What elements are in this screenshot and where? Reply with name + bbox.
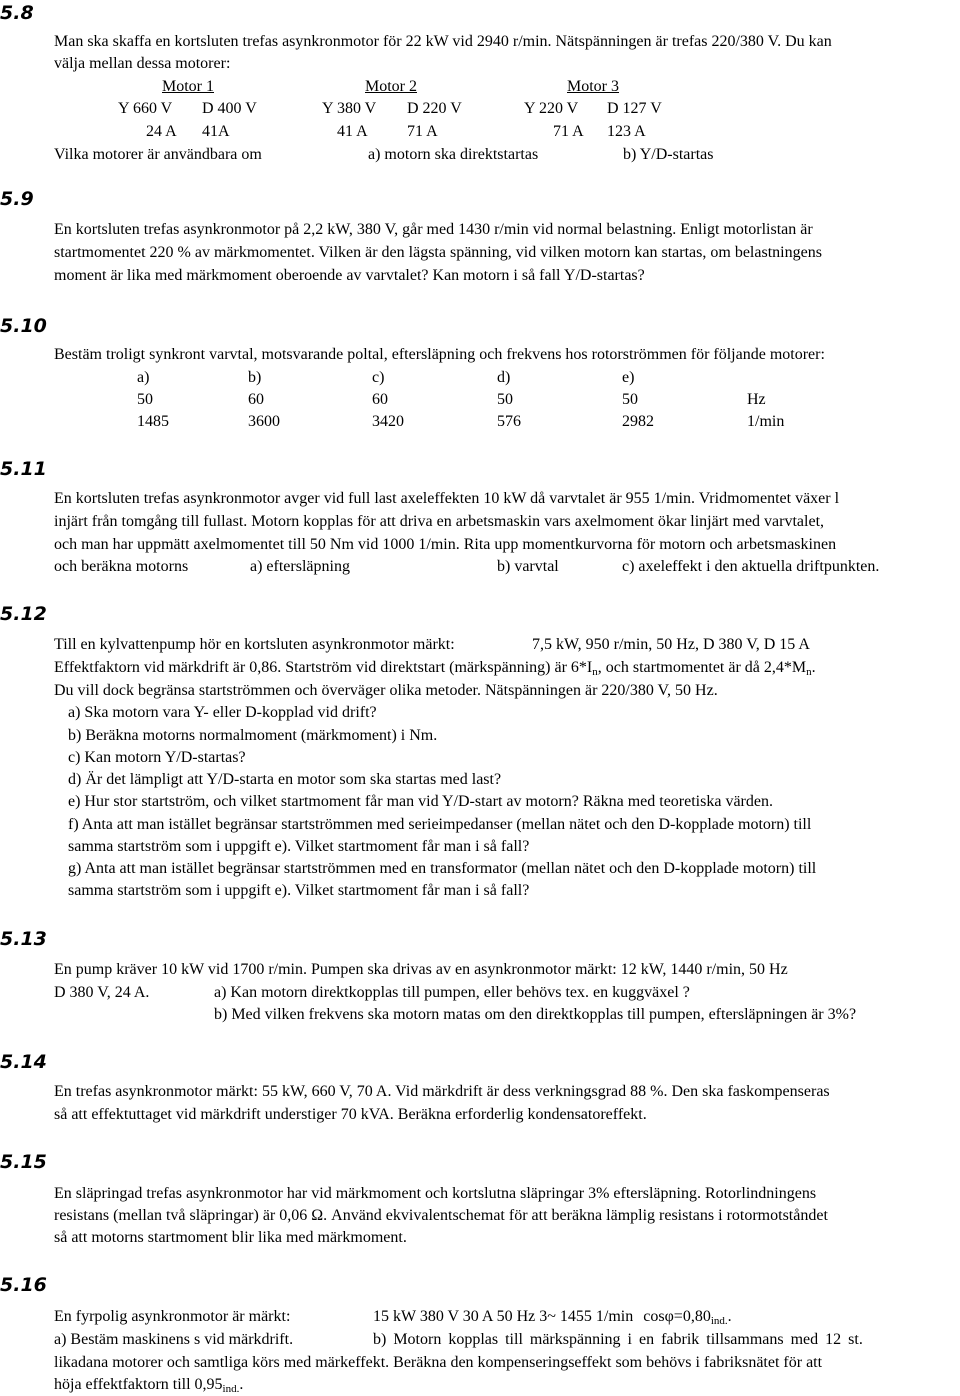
problem-5-15-line-2: resistans (mellan två släpringar) är 0,06 Ω. Använd ekvivalentschemat för att beräkna lämplig resistans i rotormotståndet: [54, 1207, 828, 1224]
problem-5-8-line-1: Man ska skaffa en kortsluten trefas asynkronmotor för 22 kW vid 2940 r/min. Nätspänningen är trefas 220/380 V. Du kan: [54, 33, 832, 50]
problem-5-16-line-2a: a) Bestäm maskinens s vid märkdrift.: [54, 1331, 294, 1348]
problem-5-8-question: Vilka motorer är användbara om: [54, 146, 262, 163]
problem-5-12-item-f2: samma startström som i uppgift e). Vilket startmoment får man i så fall?: [68, 838, 530, 855]
subscript-ind: ind.: [222, 1383, 240, 1395]
period: .: [239, 1376, 244, 1393]
problem-5-11-line-1: En kortsluten trefas asynkronmotor avger vid full last axeleffekten 10 kW då varvtalet är 955 1/min. Vridmomentet växer l: [54, 490, 840, 507]
motor-3-y-current: 71 A: [553, 123, 584, 140]
speed-b: 3600: [248, 413, 280, 430]
problem-number-5-14: 5.14: [0, 1051, 47, 1073]
problem-5-16-line-1a: En fyrpolig asynkronmotor är märkt:: [54, 1308, 291, 1325]
rating-plate-values: 15 kW 380 V 30 A 50 Hz 3~ 1455 1/min: [373, 1308, 634, 1325]
problem-5-11-line-4a: och beräkna motorns: [54, 558, 189, 575]
motor-1-y-current: 24 A: [146, 123, 177, 140]
problem-number-5-16: 5.16: [0, 1274, 47, 1296]
motor-2-y-voltage: Y 380 V: [322, 100, 377, 117]
motor-1-title: Motor 1: [162, 78, 214, 95]
problem-number-5-8: 5.8: [0, 2, 34, 24]
subscript-n: n: [592, 666, 598, 678]
problem-5-12-item-c: c) Kan motorn Y/D-startas?: [68, 749, 246, 766]
problem-5-8-option-b: b) Y/D-startas: [623, 146, 714, 163]
period: .: [727, 1308, 732, 1325]
problem-5-16-line-3: likadana motorer och samtliga körs med märkeffekt. Beräkna den kompenseringseffekt som behövs i fabriksnätet för att: [54, 1354, 823, 1371]
problem-5-9-line-1: En kortsluten trefas asynkronmotor på 2,2 kW, 380 V, går med 1430 r/min vid normal belastning. Enligt motorlistan är: [54, 221, 813, 238]
freq-a: 50: [137, 391, 153, 408]
problem-number-5-12: 5.12: [0, 603, 47, 625]
problem-5-9-line-3: moment är lika med märkmoment oberoende av varvtalet? Kan motorn i så fall Y/D-startas?: [54, 267, 645, 284]
motor-label-a: a): [137, 369, 150, 386]
freq-d: 50: [497, 391, 513, 408]
problem-5-13-line-3: b) Med vilken frekvens ska motorn matas om den direktkopplas till pumpen, eftersläpningen är 3%?: [214, 1006, 857, 1023]
problem-5-11-line-4c: b) varvtal: [497, 558, 559, 575]
problem-5-8-option-a: a) motorn ska direktstartas: [368, 146, 539, 163]
motor-3-d-voltage: D 127 V: [607, 100, 662, 117]
motor-3-d-current: 123 A: [607, 123, 646, 140]
problem-5-15-line-1: En släpringad trefas asynkronmotor har vid märkmoment och kortslutna släpringar 3% eftersläpning. Rotorlindningens: [54, 1185, 817, 1202]
motor-3-y-voltage: Y 220 V: [524, 100, 579, 117]
problem-5-13-line-1: En pump kräver 10 kW vid 1700 r/min. Pumpen ska drivas av en asynkronmotor märkt: 12 kW, 1440 r/min, 50 Hz: [54, 961, 788, 978]
problem-5-14-line-1: En trefas asynkronmotor märkt: 55 kW, 660 V, 70 A. Vid märkdrift är dess verkningsgrad 88 %. Den ska faskompenseras: [54, 1083, 830, 1100]
speed-e: 2982: [622, 413, 654, 430]
subscript-ind: ind.: [710, 1315, 728, 1327]
problem-5-13-line-2b: a) Kan motorn direktkopplas till pumpen, eller behövs tex. en kuggväxel ?: [214, 984, 690, 1001]
problem-5-11-line-4b: a) eftersläpning: [250, 558, 350, 575]
speed-unit: 1/min: [747, 413, 785, 430]
motor-label-d: d): [497, 369, 511, 386]
problem-5-10-line-1: Bestäm troligt synkront varvtal, motsvarande poltal, eftersläpning och frekvens hos rotorströmmen för följande motorer:: [54, 346, 825, 363]
problem-5-16-line-1b: [373, 1307, 732, 1327]
problem-5-11-line-4d: c) axeleffekt i den aktuella driftpunkten.: [622, 558, 880, 575]
problem-5-12-item-d: d) Är det lämpligt att Y/D-starta en motor som ska startas med last?: [68, 771, 502, 788]
problem-5-12-line-3: Du vill dock begränsa startströmmen och överväger olika metoder. Nätspänningen är 220/380 V, 50 Hz.: [54, 682, 718, 699]
freq-e: 50: [622, 391, 638, 408]
problem-5-8-line-2: välja mellan dessa motorer:: [54, 55, 231, 72]
motor-2-d-current: 71 A: [407, 123, 438, 140]
motor-2-d-voltage: D 220 V: [407, 100, 462, 117]
problem-5-13-line-2a: D 380 V, 24 A.: [54, 984, 150, 1001]
power-factor-rating: cosφ=0,80: [643, 1308, 711, 1325]
subscript-n: n: [806, 666, 812, 678]
motor-label-b: b): [248, 369, 262, 386]
speed-c: 3420: [372, 413, 404, 430]
speed-d: 576: [497, 413, 521, 430]
motor-1-d-current: 41A: [202, 123, 230, 140]
problem-number-5-9: 5.9: [0, 188, 34, 210]
problem-5-12-line-1b: 7,5 kW, 950 r/min, 50 Hz, D 380 V, D 15 A: [532, 636, 810, 653]
freq-b: 60: [248, 391, 264, 408]
problem-5-12-line-2a: Effektfaktorn vid märkdrift är 0,86. Startström vid direktstart (märkspänning) är 6*I: [54, 659, 593, 676]
problem-5-12-line-2c: .: [811, 659, 816, 676]
motor-label-e: e): [622, 369, 635, 386]
problem-5-16-line-4: [54, 1375, 243, 1395]
problem-5-12-line-2b: , och startmomentet är då 2,4*M: [597, 659, 807, 676]
problem-number-5-13: 5.13: [0, 928, 47, 950]
motor-2-y-current: 41 A: [337, 123, 368, 140]
problem-5-9-line-2: startmomentet 220 % av märkmomentet. Vilken är den lägsta spänning, vid vilken motorn kan startas, om belastningens: [54, 244, 822, 261]
problem-5-12-line-1a: Till en kylvattenpump hör en kortsluten asynkronmotor märkt:: [54, 636, 455, 653]
speed-a: 1485: [137, 413, 169, 430]
problem-number-5-11: 5.11: [0, 458, 47, 480]
problem-5-11-line-3: och man har uppmätt axelmomentet till 50 Nm vid 1000 1/min. Rita upp momentkurvorna för motorn och arbetsmaskinen: [54, 536, 837, 553]
freq-unit: Hz: [747, 391, 766, 408]
motor-1-y-voltage: Y 660 V: [118, 100, 173, 117]
problem-number-5-15: 5.15: [0, 1151, 47, 1173]
motor-2-title: Motor 2: [365, 78, 417, 95]
problem-5-12-item-g1: g) Anta att man istället begränsar startströmmen med en transformator (mellan nätet och den D-kopplade motorn) till: [68, 860, 817, 877]
problem-5-12-item-b: b) Beräkna motorns normalmoment (märkmoment) i Nm.: [68, 727, 438, 744]
motor-1-d-voltage: D 400 V: [202, 100, 257, 117]
problem-5-11-line-2: injärt från tomgång till fullast. Motorn kopplas för att driva en arbetsmaskin vars axelmoment ökar linjärt med varvtalet,: [54, 513, 825, 530]
problem-5-16-line-4a: höja effektfaktorn till 0,95: [54, 1376, 223, 1393]
problem-5-15-line-3: så att motorns startmoment blir lika med märkmoment.: [54, 1229, 407, 1246]
freq-c: 60: [372, 391, 388, 408]
motor-label-c: c): [372, 369, 385, 386]
problem-5-14-line-2: så att effektuttaget vid märkdrift understiger 70 kVA. Beräkna erforderlig kondensatoreffekt.: [54, 1106, 647, 1123]
problem-5-12-item-f1: f) Anta att man istället begränsar startströmmen med serieimpedanser (mellan nätet och den D-kopplade motorn) till: [68, 816, 812, 833]
problem-5-12-item-e: e) Hur stor startström, och vilket startmoment får man vid Y/D-start av motorn? Räkna med teoretiska värden.: [68, 793, 773, 810]
problem-5-16-line-2b: b) Motorn kopplas till märkspänning i en fabrik tillsammans med 12 st.: [373, 1331, 863, 1348]
problem-5-12-item-g2: samma startström som i uppgift e). Vilket startmoment får man i så fall?: [68, 882, 530, 899]
problem-5-12-item-a: a) Ska motorn vara Y- eller D-kopplad vid drift?: [68, 704, 377, 721]
motor-3-title: Motor 3: [567, 78, 619, 95]
problem-5-12-line-2: [54, 658, 816, 678]
problem-number-5-10: 5.10: [0, 315, 47, 337]
